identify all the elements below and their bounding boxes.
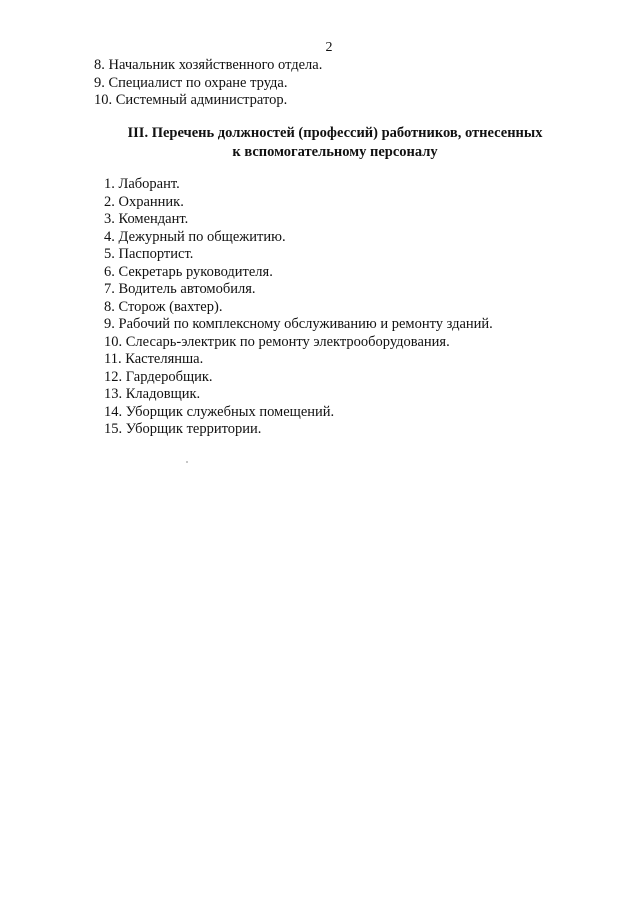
list-item: 12. Гардеробщик.: [104, 368, 213, 385]
list-item: 3. Комендант.: [104, 211, 189, 227]
list-item: 5. Паспортист.: [104, 246, 194, 262]
list-item: 13. Кладовщик.: [104, 386, 201, 402]
list-item: 9. Рабочий по комплексному обслуживанию и ремонту зданий.: [104, 316, 493, 332]
list-item: 6. Секретарь руководителя.: [104, 263, 273, 280]
list-item: 8. Начальник хозяйственного отдела.: [94, 57, 323, 73]
list-item: 1. Лаборант.: [104, 176, 180, 192]
continued-position-list: [94, 57, 322, 110]
list-item: 10. Системный администратор.: [94, 92, 288, 108]
list-item: 14. Уборщик служебных помещений.: [104, 403, 335, 420]
section-heading: [0, 124, 640, 162]
section-heading-line-2: к вспомогательному персоналу: [232, 144, 438, 160]
section-heading-line-1: III. Перечень должностей (профессий) работников, отнесенных: [127, 125, 543, 141]
list-item: 8. Сторож (вахтер).: [104, 298, 223, 315]
scan-speck: [186, 461, 188, 463]
list-item: 4. Дежурный по общежитию.: [104, 228, 286, 245]
list-item: 9. Специалист по охране труда.: [94, 74, 288, 91]
list-item: 11. Кастелянша.: [104, 351, 204, 367]
list-item: 7. Водитель автомобиля.: [104, 281, 256, 297]
page-number: 2: [325, 40, 333, 55]
list-item: 15. Уборщик территории.: [104, 421, 262, 437]
list-item: 2. Охранник.: [104, 193, 184, 210]
support-staff-list: [104, 176, 493, 439]
list-item: 10. Слесарь-электрик по ремонту электрооборудования.: [104, 333, 450, 350]
